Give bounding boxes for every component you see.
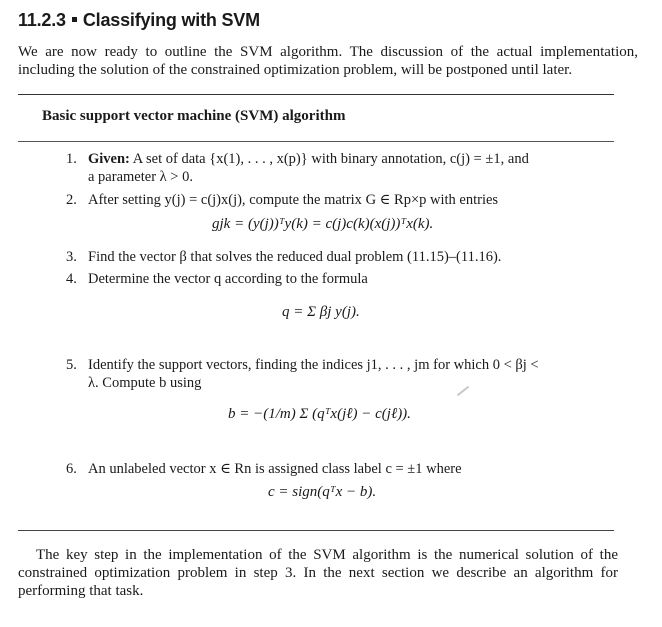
step-4: 4. Determine the vector q according to the formula bbox=[66, 271, 368, 287]
step-2: 2. After setting y(j) = c(j)x(j), compute the matrix G ∈ Rp×p with entries bbox=[66, 192, 499, 208]
divider-bottom bbox=[18, 530, 614, 531]
b-formula: b = −(1/m) Σ (qᵀx(jℓ) − c(jℓ)). bbox=[228, 406, 411, 422]
step-6: 6. An unlabeled vector x ∈ Rn is assigned class label c = ±1 where bbox=[66, 461, 462, 477]
matrix-math: G ∈ Rp×p bbox=[365, 192, 427, 208]
set-math: {x(1), . . . , x(p)} bbox=[209, 151, 308, 167]
section-heading bbox=[18, 10, 260, 31]
algorithm-title: Basic support vector machine (SVM) algorithm bbox=[42, 108, 346, 124]
gram-formula: gjk = (y(j))ᵀy(k) = c(j)c(k)(x(j))ᵀx(k). bbox=[212, 216, 434, 232]
section-title: Classifying with SVM bbox=[82, 10, 260, 30]
setting-math: y(j) = c(j)x(j), bbox=[164, 192, 246, 208]
q-formula: q = Σ βj y(j). bbox=[282, 304, 360, 320]
classify-formula: c = sign(qᵀx − b). bbox=[268, 484, 377, 500]
step-1: 1. Given: A set of data {x(1), . . . , x(p)} with binary annotation, c(j) = ±1, and a parameter λ > 0. bbox=[66, 151, 529, 185]
intro-paragraph: We are now ready to outline the SVM algorithm. The discussion of the actual implementation, including the solution of the constrained optimization problem, will be postponed until later. bbox=[18, 44, 638, 78]
step-3: 3. Find the vector β that solves the reduced dual problem (11.15)–(11.16). bbox=[66, 249, 502, 265]
bullet-icon bbox=[72, 17, 77, 22]
section-number: 11.2.3 bbox=[18, 10, 66, 30]
divider-title bbox=[18, 141, 614, 142]
conclusion-paragraph: The key step in the implementation of the SVM algorithm is the numerical solution of the constrained optimization problem in step 3. In the next section we describe an algorithm for performing that task. bbox=[18, 547, 618, 599]
annotation-math: c(j) = ±1, and bbox=[449, 151, 529, 167]
step-5: 5. Identify the support vectors, finding the indices j1, . . . , jm for which 0 < βj < λ. Compute b using bbox=[66, 357, 539, 391]
divider-top bbox=[18, 94, 614, 95]
